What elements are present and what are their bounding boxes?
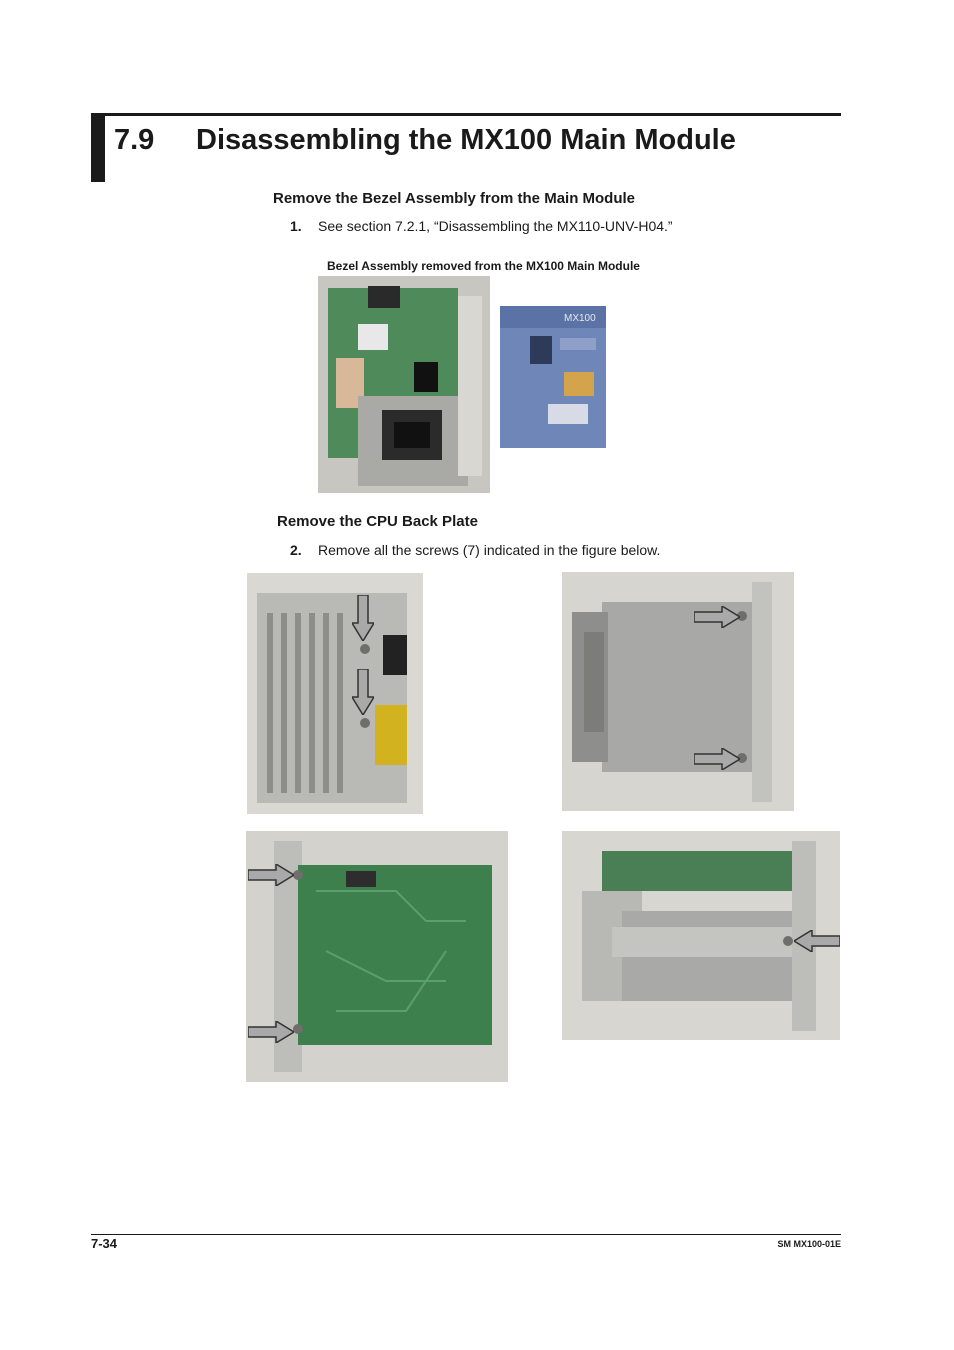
section-top-rule [105, 113, 841, 116]
right-arrow-icon [694, 606, 740, 628]
heatsink-side-photo [247, 573, 423, 814]
step-1-text: See section 7.2.1, “Disassembling the MX110-UNV-H04.” [318, 218, 673, 234]
cpu-board-photo [246, 831, 508, 1082]
bezel-removed-photo [318, 276, 610, 493]
step-1-number: 1. [290, 218, 302, 234]
bezel-photo-label: MX100 [564, 313, 596, 324]
footer-rule [91, 1234, 841, 1235]
figure-caption: Bezel Assembly removed from the MX100 Main Module [327, 259, 640, 273]
bezel-heading: Remove the Bezel Assembly from the Main Module [273, 190, 636, 207]
document-code: SM MX100-01E [777, 1239, 841, 1249]
cover-plate-photo [562, 572, 794, 811]
left-arrow-icon [794, 930, 840, 952]
right-arrow-icon [694, 748, 740, 770]
step-2-text: Remove all the screws (7) indicated in the figure below. [318, 542, 661, 558]
cpu-heading: Remove the CPU Back Plate [277, 513, 478, 530]
page-number: 7-34 [91, 1236, 118, 1251]
section-marker-bar [91, 113, 105, 182]
down-arrow-icon [352, 669, 374, 715]
section-title: Disassembling the MX100 Main Module [196, 124, 736, 156]
section-number: 7.9 [114, 124, 155, 156]
down-arrow-icon [352, 595, 374, 641]
left-arrow-icon [248, 1021, 294, 1043]
step-2-number: 2. [290, 542, 302, 558]
internal-assembly-photo [562, 831, 840, 1040]
left-arrow-icon [248, 864, 294, 886]
